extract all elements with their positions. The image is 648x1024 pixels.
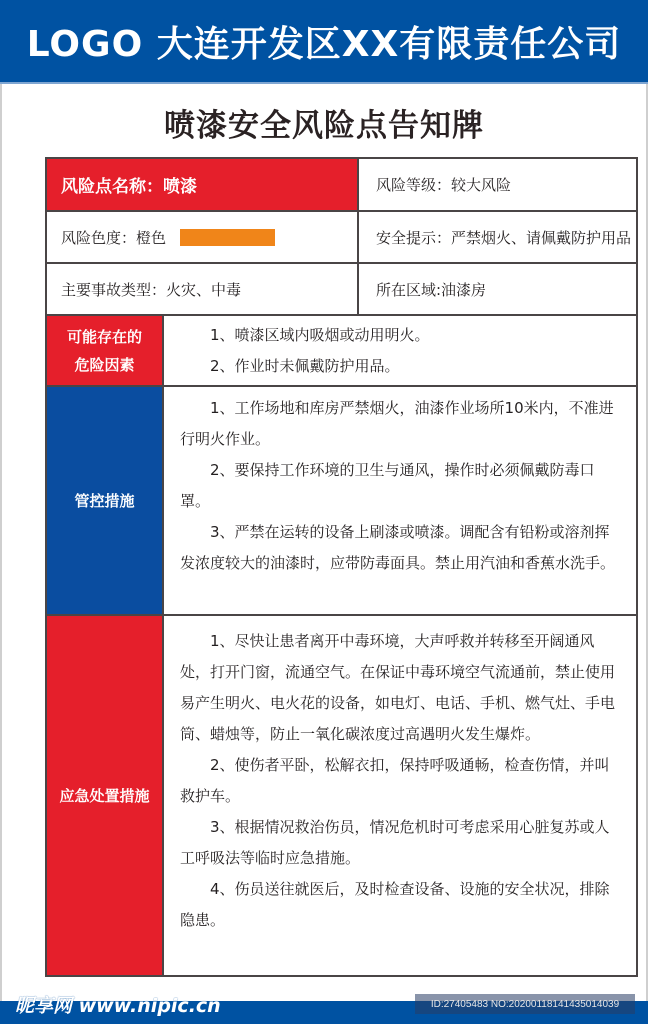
left-border — [0, 84, 2, 1004]
hazard-item: 2、作业时未佩戴防护用品。 — [210, 357, 400, 375]
hazards-label — [47, 316, 164, 385]
watermark-id: ID:27405483 NO:20200118141435014039 — [415, 994, 635, 1014]
watermark-logo: 昵享网 www.nipic.cn — [15, 995, 221, 1017]
controls-label: 管控措施 — [47, 387, 164, 614]
sign-title: 喷漆安全风险点告知牌 — [164, 108, 484, 144]
row-emergency — [47, 616, 636, 975]
risk-point-name: 风险点名称：喷漆 — [47, 159, 359, 210]
header-banner — [0, 0, 648, 84]
row-accident-area — [47, 264, 636, 316]
control-item: 3、严禁在运转的设备上刷漆或喷漆。调配含有铅粉或溶剂挥发浓度较大的油漆时，应带防毒面具。禁止用汽油和香蕉水洗手。 — [180, 523, 616, 572]
emergency-item: 1、尽快让患者离开中毒环境，大声呼救并转移至开阔通风处，打开门窗，流通空气。在保证中毒环境空气流通前，禁止使用易产生明火、电火花的设备，如电灯、电话、手机、燃气灶、手电筒、蜡烛等，防止一氧化碳浓度过高遇明火发生爆炸。 — [180, 632, 616, 743]
emergency-label: 应急处置措施 — [47, 616, 164, 975]
area: 所在区域:油漆房 — [376, 280, 487, 299]
controls-content — [164, 387, 636, 614]
row-hazards — [47, 316, 636, 387]
emergency-content — [164, 616, 636, 975]
hazards-label-line2: 危险因素 — [74, 355, 135, 374]
emergency-item: 3、根据情况救治伤员，情况危机时可考虑采用心脏复苏或人工呼吸法等临时应急措施。 — [180, 818, 610, 867]
emergency-item: 4、伤员送往就医后，及时检查设备、设施的安全状况，排除隐患。 — [180, 880, 610, 929]
company-name: LOGO 大连开发区XX有限责任公司 — [26, 23, 622, 65]
control-item: 2、要保持工作环境的卫生与通风，操作时必须佩戴防毒口罩。 — [180, 461, 595, 510]
control-item: 1、工作场地和库房严禁烟火，油漆作业场所10米内，不准进行明火作业。 — [180, 399, 614, 448]
safety-tip: 安全提示：严禁烟火、请佩戴防护用品 — [376, 228, 632, 247]
hazards-label-line1: 可能存在的 — [66, 327, 142, 346]
hazard-item: 1、喷漆区域内吸烟或动用明火。 — [210, 326, 430, 344]
accident-type: 主要事故类型：火灾、中毒 — [47, 264, 359, 314]
risk-info-table — [45, 157, 638, 977]
row-controls — [47, 387, 636, 616]
risk-color-swatch — [180, 229, 275, 246]
risk-color-cell — [47, 212, 359, 262]
hazards-content — [164, 316, 636, 385]
row-name-level — [47, 159, 636, 212]
risk-color-label: 风险色度：橙色 — [61, 228, 167, 247]
risk-level: 风险等级：较大风险 — [376, 176, 512, 194]
emergency-item: 2、使伤者平卧，松解衣扣，保持呼吸通畅，检查伤情，并叫救护车。 — [180, 756, 610, 805]
row-color-tip — [47, 212, 636, 264]
